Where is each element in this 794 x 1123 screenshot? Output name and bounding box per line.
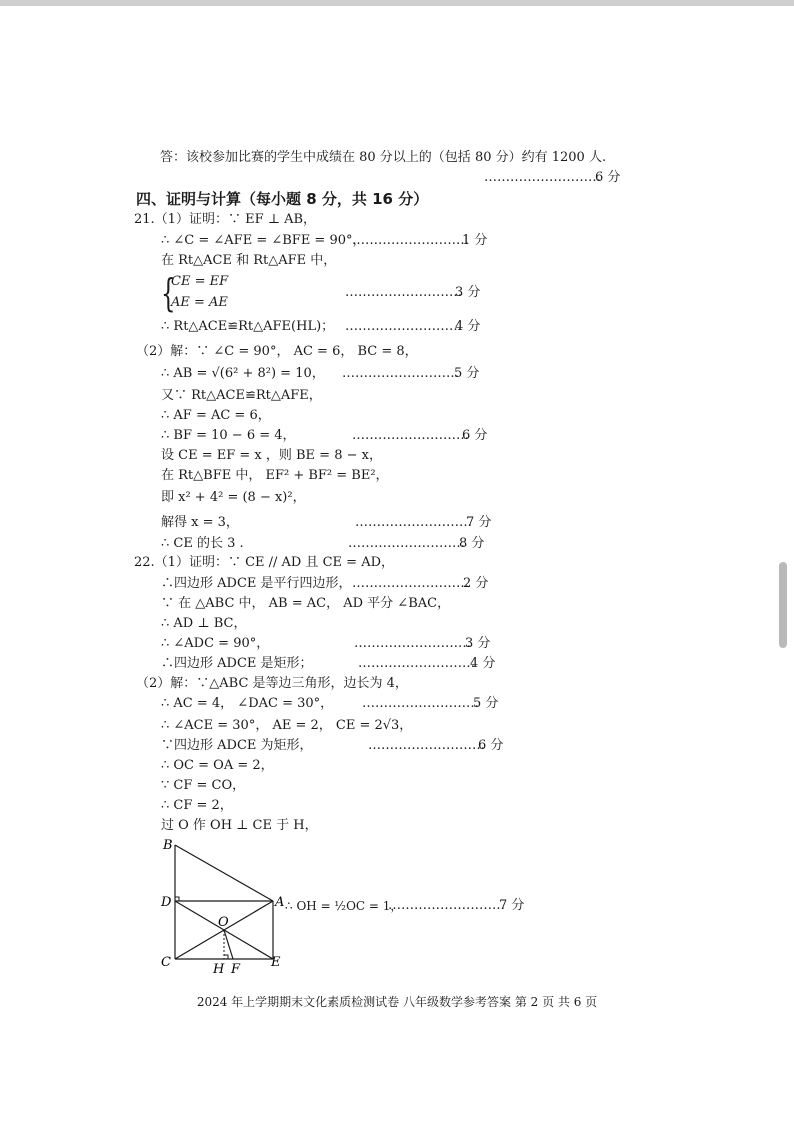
q21-line-1: 21.（1）证明：∵ EF ⊥ AB， <box>134 212 317 227</box>
label-H: H <box>213 962 225 977</box>
label-C: C <box>161 955 171 970</box>
section-heading: 四、证明与计算（每小题 8 分，共 16 分） <box>136 190 429 208</box>
q22-part2-line-4: ∵四边形 ADCE 为矩形， <box>161 738 313 753</box>
q22-part2-line-2: ∴ AC = 4， ∠DAC = 30°， <box>161 696 334 711</box>
q21-score-8: 8 分 <box>459 536 485 551</box>
score-leader: ……………………… <box>345 319 462 334</box>
window-top-bar <box>0 0 794 6</box>
score-leader: ……………………… <box>484 170 601 185</box>
score-leader: ……………………… <box>354 636 471 651</box>
q22-score-4: 4 分 <box>470 656 496 671</box>
label-F: F <box>231 962 241 977</box>
q22-part2-line-3: ∴ ∠ACE = 30°， AE = 2， CE = 2√3， <box>161 718 413 733</box>
q21-line-6: ∴ Rt△ACE≌Rt△AFE(HL)； <box>161 319 335 334</box>
page-footer: 2024 年上学期期末文化素质检测试卷 八年级数学参考答案 第 2 页 共 6 页 <box>196 995 598 1009</box>
q21-score-4: 4 分 <box>455 319 481 334</box>
q22-score-3: 3 分 <box>465 636 491 651</box>
score-leader: ……………………… <box>345 285 462 300</box>
q22-part2-line-5: ∴ OC = OA = 2， <box>161 758 274 773</box>
label-O: O <box>218 915 229 930</box>
q21-score-7: 7 分 <box>466 515 492 530</box>
q22-part2-line-1: （2）解：∵△ABC 是等边三角形，边长为 4， <box>136 676 408 691</box>
q21-part2-line-2: ∴ AB = √(6² + 8²) = 10， <box>161 366 325 381</box>
q22-line-3: ∵ 在 △ABC 中， AB = AC， AD 平分 ∠BAC， <box>161 596 451 611</box>
q22-score-6: 6 分 <box>478 738 504 753</box>
score-leader: ……………………… <box>358 656 475 671</box>
label-E: E <box>271 955 281 970</box>
oh-formula: ∴ OH = ½OC = 1， <box>285 899 403 913</box>
system-brace: { <box>161 271 176 315</box>
q21-part2-line-8: 即 x² + 4² = (8 − x)²， <box>161 490 306 505</box>
score-leader: ……………………… <box>352 233 469 248</box>
q21-score-3: 3 分 <box>455 285 481 300</box>
label-B: B <box>163 838 173 853</box>
score-leader: ……………………… <box>342 366 459 381</box>
q22-score-5: 5 分 <box>473 696 499 711</box>
segment-BA <box>175 845 273 901</box>
q21-part2-line-10: ∴ CE 的长 3 . <box>161 536 244 551</box>
score-leader: ……………………… <box>348 536 465 551</box>
q22-line-6: ∴四边形 ADCE 是矩形； <box>161 656 313 671</box>
answer-score: 6 分 <box>595 170 621 185</box>
q21-score-1: 1 分 <box>462 233 488 248</box>
q22-line-5: ∴ ∠ADC = 90°， <box>161 636 270 651</box>
score-leader: ……………………… <box>352 428 469 443</box>
q22-line-4: ∴ AD ⊥ BC， <box>161 616 247 631</box>
q22-part2-line-7: ∴ CF = 2， <box>161 798 233 813</box>
q21-line-4: CE = EF <box>171 274 229 289</box>
score-leader: ……………………… <box>388 898 505 913</box>
q22-score-2: 2 分 <box>463 576 489 591</box>
q22-score-7: 7 分 <box>499 898 525 913</box>
score-leader: ……………………… <box>362 696 479 711</box>
q22-line-2: ∴四边形 ADCE 是平行四边形， <box>161 576 352 591</box>
answer-line: 答：该校参加比赛的学生中成绩在 80 分以上的（包括 80 分）约有 1200 人. <box>160 150 607 165</box>
q21-line-3: 在 Rt△ACE 和 Rt△AFE 中， <box>161 253 337 268</box>
score-leader: ……………………… <box>355 515 472 530</box>
q21-part2-line-1: （2）解：∵ ∠C = 90°， AC = 6， BC = 8， <box>136 344 418 359</box>
q21-part2-line-7: 在 Rt△BFE 中， EF² + BF² = BE²， <box>161 468 389 483</box>
score-leader: ……………………… <box>368 738 485 753</box>
q21-part2-line-6: 设 CE = EF = x ，则 BE = 8 − x， <box>161 448 382 463</box>
q21-part2-line-3: 又∵ Rt△ACE≌Rt△AFE， <box>161 388 322 403</box>
q21-part2-line-4: ∴ AF = AC = 6， <box>161 408 271 423</box>
q21-score-5: 5 分 <box>454 366 480 381</box>
q22-part2-line-6: ∵ CF = CO， <box>161 778 246 793</box>
geometry-figure <box>155 835 295 980</box>
label-D: D <box>161 895 172 910</box>
q21-line-5: AE = AE <box>171 295 228 310</box>
q22-part2-line-8: 过 O 作 OH ⊥ CE 于 H， <box>161 818 318 833</box>
score-leader: ……………………… <box>352 576 469 591</box>
vertical-scrollbar[interactable] <box>779 562 787 648</box>
q22-line-1: 22.（1）证明：∵ CE // AD 且 CE = AD， <box>134 555 395 570</box>
q21-part2-line-5: ∴ BF = 10 − 6 = 4， <box>161 428 296 443</box>
q21-part2-line-9: 解得 x = 3， <box>161 515 239 530</box>
q21-line-2: ∴ ∠C = ∠AFE = ∠BFE = 90°， <box>161 233 366 248</box>
q21-score-6: 6 分 <box>462 428 488 443</box>
label-A: A <box>275 895 285 910</box>
